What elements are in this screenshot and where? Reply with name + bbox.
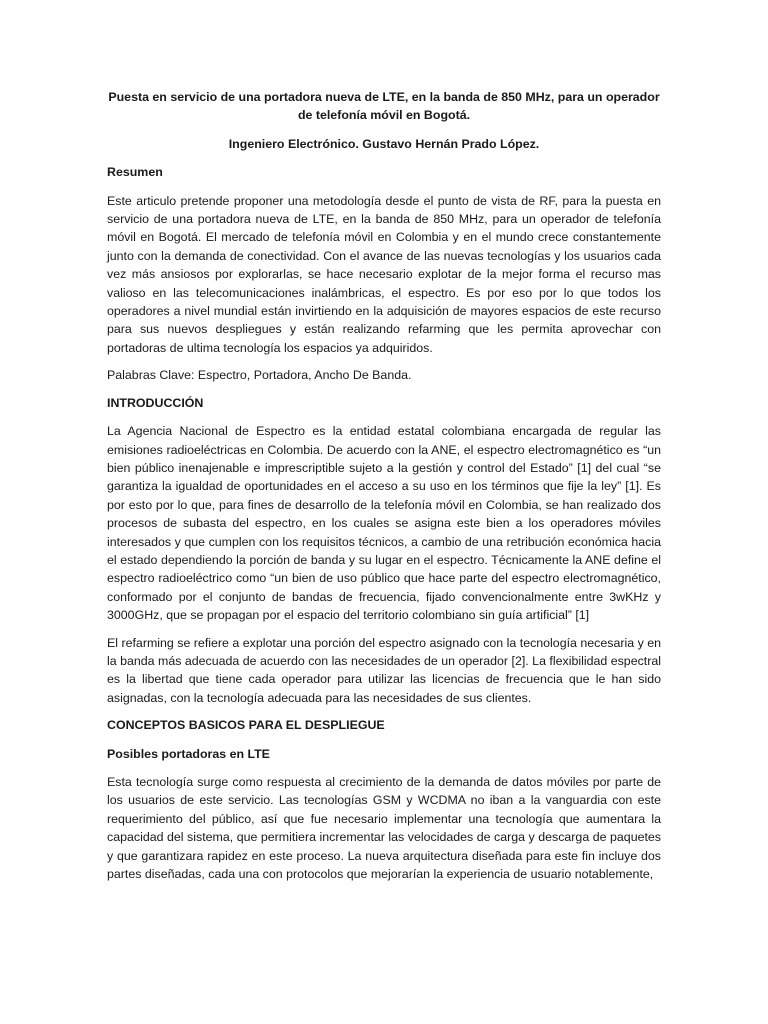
introduction-heading: INTRODUCCIÓN (107, 395, 204, 410)
abstract-heading: Resumen (107, 165, 163, 180)
lte-carriers-heading: Posibles portadoras en LTE (107, 746, 270, 761)
keywords-line: Palabras Clave: Espectro, Portadora, Ancho De Banda. (107, 368, 412, 383)
document-author: Ingeniero Electrónico. Gustavo Hernán Prado López. (228, 136, 540, 151)
introduction-paragraph-2: El refarming se refiere a explotar una porción del espectro asignado con la tecnología necesaria y en la banda más adecuada de acuerdo con las necesidades de un operador [2]. La flexibilidad espectral es la libertad que tiene cada operador para utilizar las licencias de frecuencia que le han sido asignadas, con la tecnología adecuada para las necesidades de sus clientes. (107, 635, 661, 705)
abstract-paragraph: Este articulo pretende proponer una metodología desde el punto de vista de RF, para la puesta en servicio de una portadora nueva de LTE, en la banda de 850 MHz, para un operador de telefonía móvil en Bogotá. El mercado de telefonía móvil en Colombia y en el mundo crece constantemente junto con la demanda de conectividad. Con el avance de las nuevas tecnologías y los usuarios cada vez más ansiosos por explorarlas, se hace necesario explotar de la mejor forma el recurso mas valioso en las telecomunicaciones inalámbricas, el espectro. Es por eso por lo que todos los operadores a nivel mundial están invirtiendo en la adquisición de mayores espacios de este recurso para sus nuevos despliegues y están realizando refarming que les permita aprovechar con portadoras de ultima tecnología los espacios ya adquiridos. (107, 193, 661, 355)
document-page (107, 88, 661, 892)
document-title: Puesta en servicio de una portadora nueva de LTE, en la banda de 850 MHz, para un operador de telefonía móvil en Bogotá. (108, 90, 660, 123)
concepts-heading: CONCEPTOS BASICOS PARA EL DESPLIEGUE (107, 718, 385, 733)
lte-paragraph: Esta tecnología surge como respuesta al crecimiento de la demanda de datos móviles por parte de los usuarios de este servicio. Las tecnologías GSM y WCDMA no iban a la vanguardia con este requerimiento del público, así que fue necesario implementar una tecnología que aumentara la capacidad del sistema, que permitiera incrementar las velocidades de carga y descarga de paquetes y que garantizara rapidez en este proceso. La nueva arquitectura diseñada para este fin incluye dos partes diseñadas, cada una con protocolos que mejorarían la experiencia de usuario notablemente, (107, 775, 661, 882)
introduction-paragraph-1: La Agencia Nacional de Espectro es la entidad estatal colombiana encargada de regular las emisiones radioeléctricas en Colombia. De acuerdo con la ANE, el espectro electromagnético es “un bien público inenajenable e imprescriptible sujeto a la gestión y control del Estado” [1] del cual “se garantiza la igualdad de oportunidades en el acceso a su uso en los términos que fije la ley” [1]. Es por esto por lo que, para fines de desarrollo de la telefonía móvil en Colombia, se han realizado dos procesos de subasta del espectro, en los cuales se asigna este bien a los operadores móviles interesados y que cumplen con los requisitos técnicos, a cambio de una retribución económica hacia el estado dependiendo la porción de banda y su lugar en el espectro. Técnicamente la ANE define el espectro radioeléctrico como “un bien de uso público que hace parte del espectro electromagnético, conformado por el conjunto de bandas de frecuencia, fijado convencionalmente entre 3wKHz y 3000GHz, que se propagan por el espacio del territorio colombiano sin guía artificial” [1] (107, 424, 661, 623)
